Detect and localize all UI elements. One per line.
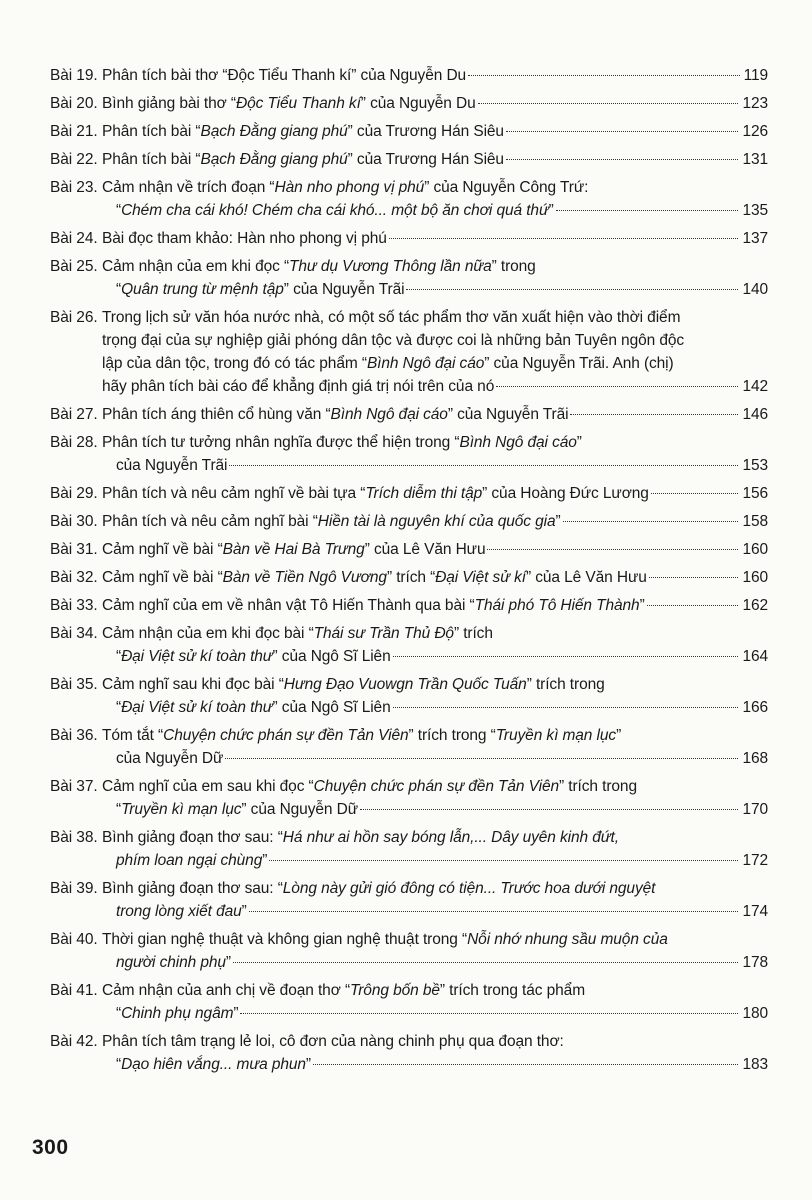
title-text: ” trích trong tác phẩm xyxy=(439,982,586,999)
title-text: trọng đại của sự nghiệp giải phóng dân tộc và được coi là những bản Tuyên ngôn độc xyxy=(102,332,685,349)
toc-page-ref: 156 xyxy=(742,485,768,502)
toc-entry-number: Bài 28. xyxy=(50,434,98,451)
italic-title-text: Quân trung từ mệnh tập xyxy=(121,281,284,298)
toc-page-ref: 137 xyxy=(742,230,768,247)
toc-page-ref: 180 xyxy=(742,1005,768,1022)
toc-entry-line xyxy=(102,120,768,143)
toc-entry-line xyxy=(102,64,768,87)
italic-title-text: Bình Ngô đại cáo xyxy=(366,355,485,372)
title-text: của Nguyễn Trãi xyxy=(116,457,228,474)
toc-page-ref: 142 xyxy=(742,378,768,395)
toc-entry xyxy=(50,979,768,1025)
toc-entry-line xyxy=(102,849,768,872)
title-text: Bình giảng đoạn thơ sau: “ xyxy=(102,880,283,897)
toc-entry-line xyxy=(102,826,768,849)
title-text: Cảm nhận của em khi đọc bài “ xyxy=(102,625,314,642)
title-text: ” của Nguyễn Du xyxy=(360,95,476,112)
toc-entry-line xyxy=(102,1002,768,1025)
italic-title-text: Đại Việt sử kí xyxy=(435,569,526,586)
title-text: ” của Ngô Sĩ Liên xyxy=(272,699,391,716)
title-text: ” của Trương Hán Siêu xyxy=(347,151,504,168)
title-text: ” của Lê Văn Hưu xyxy=(525,569,647,586)
toc-entry-line xyxy=(102,900,768,923)
dot-leader xyxy=(269,860,738,861)
toc-entry xyxy=(50,1030,768,1076)
dot-leader xyxy=(506,131,738,132)
toc-entry-line xyxy=(102,227,768,250)
italic-title-text: Đại Việt sử kí toàn thư xyxy=(121,699,273,716)
title-text: ” của Nguyễn Trãi. Anh (chị) xyxy=(484,355,674,372)
dot-leader xyxy=(240,1013,738,1014)
dot-leader xyxy=(393,656,739,657)
title-text: Phân tích bài “ xyxy=(102,151,201,168)
toc-entry xyxy=(50,928,768,974)
toc-entry-number: Bài 22. xyxy=(50,151,98,168)
dot-leader xyxy=(233,962,738,963)
title-text: Cảm nhận của em khi đọc “ xyxy=(102,258,290,275)
title-text: ” của Ngô Sĩ Liên xyxy=(272,648,391,665)
italic-title-text: Thư dụ Vương Thông lần nữa xyxy=(289,258,492,275)
toc-entry-line xyxy=(102,622,768,645)
title-text: Phân tích bài thơ “Độc Tiểu Thanh kí” của Nguyễn Du xyxy=(102,67,467,84)
title-text: ” xyxy=(576,434,582,451)
italic-title-text: phím loan ngại chùng xyxy=(116,852,263,869)
dot-leader xyxy=(393,707,739,708)
toc-entry-title xyxy=(102,775,768,821)
toc-entry-line xyxy=(102,724,768,747)
toc-entry-line xyxy=(102,148,768,171)
toc-entry-line xyxy=(102,538,768,561)
toc-entry-title xyxy=(102,306,768,398)
title-text: ” của Nguyễn Công Trứ: xyxy=(424,179,589,196)
toc-entry-line xyxy=(102,696,768,719)
toc-entry xyxy=(50,176,768,222)
toc-page-ref: 178 xyxy=(742,954,768,971)
toc-entry xyxy=(50,431,768,477)
italic-title-text: Hưng Đạo Vuowgn Trần Quốc Tuấn xyxy=(283,676,527,693)
toc-entry-number: Bài 35. xyxy=(50,676,98,693)
title-text: “ xyxy=(116,281,122,298)
toc-page-ref: 168 xyxy=(742,750,768,767)
toc-entry-number: Bài 26. xyxy=(50,309,98,326)
title-text: Cảm nghĩ của em sau khi đọc “ xyxy=(102,778,314,795)
dot-leader xyxy=(225,758,738,759)
title-text: ” xyxy=(639,597,645,614)
toc-entry-line xyxy=(102,431,768,454)
toc-entry-number: Bài 38. xyxy=(50,829,98,846)
toc-entry-line xyxy=(102,951,768,974)
italic-title-text: Hàn nho phong vị phú xyxy=(274,179,425,196)
toc-page-ref: 153 xyxy=(742,457,768,474)
italic-title-text: Chinh phụ ngâm xyxy=(121,1005,234,1022)
title-text: lập của dân tộc, trong đó có tác phẩm “ xyxy=(102,355,367,372)
italic-title-text: Trông bốn bề xyxy=(350,982,440,999)
toc-entry-line xyxy=(102,199,768,222)
toc-page-ref: 160 xyxy=(742,569,768,586)
title-text: ” trích trong xyxy=(526,676,605,693)
toc-entry xyxy=(50,148,768,171)
dot-leader xyxy=(647,605,739,606)
toc-entry-title xyxy=(102,64,768,87)
title-text: ” của Nguyễn Trãi xyxy=(447,406,569,423)
title-text: Bài đọc tham khảo: Hàn nho phong vị phú xyxy=(102,230,387,247)
toc-entry-number: Bài 34. xyxy=(50,625,98,642)
title-text: ” của Nguyễn Trãi xyxy=(283,281,405,298)
title-text: ” xyxy=(262,852,268,869)
toc-entry-number: Bài 30. xyxy=(50,513,98,530)
title-text: Cảm nghĩ sau khi đọc bài “ xyxy=(102,676,284,693)
title-text: hãy phân tích bài cáo để khẳng định giá trị nói trên của nó xyxy=(102,378,495,395)
toc-page-ref: 119 xyxy=(743,67,768,84)
toc-entry-line xyxy=(102,1053,768,1076)
title-text: ” trích trong “ xyxy=(408,727,496,744)
toc-entry-title xyxy=(102,431,768,477)
toc-entry-line xyxy=(102,352,768,375)
italic-title-text: Bạch Đằng giang phú xyxy=(200,151,348,168)
toc-entry-line xyxy=(102,176,768,199)
toc-page-ref: 146 xyxy=(742,406,768,423)
toc-entry-title xyxy=(102,148,768,171)
toc-page-ref: 166 xyxy=(742,699,768,716)
toc-entry-number: Bài 27. xyxy=(50,406,98,423)
toc-entry-title xyxy=(102,1030,768,1076)
toc-entry-title xyxy=(102,566,768,589)
toc-entry-number: Bài 40. xyxy=(50,931,98,948)
title-text: “ xyxy=(116,699,122,716)
toc-entry xyxy=(50,306,768,398)
toc-entry-line xyxy=(102,928,768,951)
toc-entry-number: Bài 23. xyxy=(50,179,98,196)
title-text: Bình giảng bài thơ “ xyxy=(102,95,236,112)
italic-title-text: Bạch Đằng giang phú xyxy=(200,123,348,140)
italic-title-text: Bình Ngô đại cáo xyxy=(330,406,448,423)
toc-entry-line xyxy=(102,1030,768,1053)
toc-entry-line xyxy=(102,454,768,477)
toc-entry-title xyxy=(102,673,768,719)
table-of-contents xyxy=(50,64,768,1081)
toc-entry-title xyxy=(102,482,768,505)
title-text: ” xyxy=(241,903,247,920)
toc-entry-line xyxy=(102,673,768,696)
title-text: Tóm tắt “ xyxy=(102,727,164,744)
italic-title-text: Chém cha cái khó! Chém cha cái khó... một bộ ăn chơi quá thứ xyxy=(121,202,549,219)
toc-entry-title xyxy=(102,594,768,617)
italic-title-text: Nỗi nhớ nhung sầu muộn của xyxy=(467,931,668,948)
dot-leader xyxy=(389,238,739,239)
toc-entry-line xyxy=(102,798,768,821)
title-text: “ xyxy=(116,1005,122,1022)
italic-title-text: Trích diễm thi tập xyxy=(365,485,483,502)
dot-leader xyxy=(506,159,738,160)
toc-entry xyxy=(50,120,768,143)
toc-entry xyxy=(50,566,768,589)
italic-title-text: Truyền kì mạn lục xyxy=(121,801,242,818)
toc-entry-line xyxy=(102,278,768,301)
italic-title-text: Lòng này gửi gió đông có tiện... Trước hoa dưới nguyệt xyxy=(282,880,656,897)
toc-entry xyxy=(50,510,768,533)
toc-entry xyxy=(50,673,768,719)
toc-page-ref: 126 xyxy=(742,123,768,140)
italic-title-text: Chuyện chức phán sự đền Tản Viên xyxy=(163,727,409,744)
italic-title-text: Độc Tiểu Thanh kí xyxy=(235,95,361,112)
title-text: ” trong xyxy=(491,258,536,275)
toc-entry-title xyxy=(102,176,768,222)
italic-title-text: Hiền tài là nguyên khí của quốc gia xyxy=(317,513,556,530)
title-text: ” xyxy=(233,1005,239,1022)
page-number: 300 xyxy=(32,1136,69,1159)
dot-leader xyxy=(406,289,738,290)
title-text: ” xyxy=(616,727,622,744)
italic-title-text: Thái phó Tô Hiến Thành xyxy=(474,597,640,614)
toc-entry-number: Bài 33. xyxy=(50,597,98,614)
title-text: ” xyxy=(305,1056,311,1073)
title-text: của Nguyễn Dữ xyxy=(116,750,224,767)
title-text: ” của Lê Văn Hưu xyxy=(364,541,486,558)
italic-title-text: Bình Ngô đại cáo xyxy=(459,434,577,451)
toc-entry-line xyxy=(102,877,768,900)
title-text: ” trích xyxy=(453,625,493,642)
toc-entry-number: Bài 31. xyxy=(50,541,98,558)
toc-entry-line xyxy=(102,255,768,278)
toc-entry-line xyxy=(102,775,768,798)
toc-entry-line xyxy=(102,594,768,617)
italic-title-text: Bàn về Hai Bà Trưng xyxy=(222,541,365,558)
title-text: Phân tích áng thiên cổ hùng văn “ xyxy=(102,406,331,423)
toc-entry-number: Bài 29. xyxy=(50,485,98,502)
title-text: Cảm nghĩ về bài “ xyxy=(102,569,223,586)
toc-entry-line xyxy=(102,566,768,589)
toc-entry xyxy=(50,826,768,872)
dot-leader xyxy=(468,75,740,76)
title-text: Phân tích và nêu cảm nghĩ về bài tựa “ xyxy=(102,485,366,502)
title-text: ” của Hoàng Đức Lương xyxy=(482,485,649,502)
toc-entry-number: Bài 19. xyxy=(50,67,98,84)
title-text: ” xyxy=(555,513,561,530)
toc-entry-line xyxy=(102,375,768,398)
title-text: Cảm nhận về trích đoạn “ xyxy=(102,179,275,196)
toc-page-ref: 162 xyxy=(742,597,768,614)
toc-page-ref: 160 xyxy=(742,541,768,558)
toc-entry xyxy=(50,227,768,250)
toc-entry-number: Bài 36. xyxy=(50,727,98,744)
title-text: “ xyxy=(116,648,122,665)
toc-page-ref: 172 xyxy=(742,852,768,869)
toc-entry-title xyxy=(102,403,768,426)
toc-entry-title xyxy=(102,877,768,923)
toc-entry xyxy=(50,622,768,668)
italic-title-text: Thái sư Trần Thủ Độ xyxy=(313,625,454,642)
toc-entry xyxy=(50,255,768,301)
dot-leader xyxy=(496,386,738,387)
toc-entry-line xyxy=(102,747,768,770)
title-text: “ xyxy=(116,801,122,818)
toc-entry-line xyxy=(102,92,768,115)
toc-entry-number: Bài 42. xyxy=(50,1033,98,1050)
title-text: Cảm nghĩ của em về nhân vật Tô Hiến Thành qua bài “ xyxy=(102,597,475,614)
title-text: “ xyxy=(116,202,122,219)
dot-leader xyxy=(360,809,738,810)
toc-entry-title xyxy=(102,622,768,668)
dot-leader xyxy=(649,577,739,578)
title-text: Phân tích bài “ xyxy=(102,123,201,140)
toc-entry xyxy=(50,64,768,87)
toc-entry-number: Bài 32. xyxy=(50,569,98,586)
toc-page-ref: 131 xyxy=(742,151,768,168)
toc-page-ref: 170 xyxy=(742,801,768,818)
title-text: ” của Trương Hán Siêu xyxy=(347,123,504,140)
toc-entry-number: Bài 24. xyxy=(50,230,98,247)
toc-entry-number: Bài 21. xyxy=(50,123,98,140)
dot-leader xyxy=(563,521,739,522)
toc-entry-line xyxy=(102,645,768,668)
title-text: ” của Nguyễn Dữ xyxy=(241,801,358,818)
dot-leader xyxy=(313,1064,738,1065)
toc-entry xyxy=(50,775,768,821)
toc-entry xyxy=(50,724,768,770)
italic-title-text: Truyền kì mạn lục xyxy=(495,727,617,744)
toc-entry xyxy=(50,403,768,426)
title-text: Phân tích tâm trạng lẻ loi, cô đơn của nàng chinh phụ qua đoạn thơ: xyxy=(102,1033,564,1050)
toc-entry-line xyxy=(102,403,768,426)
toc-entry-number: Bài 39. xyxy=(50,880,98,897)
toc-entry-title xyxy=(102,928,768,974)
toc-entry xyxy=(50,538,768,561)
italic-title-text: Đại Việt sử kí toàn thư xyxy=(121,648,273,665)
toc-entry-title xyxy=(102,724,768,770)
italic-title-text: Há như ai hồn say bóng lẫn,... Dây uyên kinh đứt, xyxy=(282,829,619,846)
title-text: “ xyxy=(116,1056,122,1073)
toc-entry-title xyxy=(102,255,768,301)
title-text: Trong lịch sử văn hóa nước nhà, có một số tác phẩm thơ văn xuất hiện vào thời điểm xyxy=(102,309,681,326)
toc-page-ref: 135 xyxy=(742,202,768,219)
toc-entry xyxy=(50,594,768,617)
title-text: ” xyxy=(225,954,231,971)
title-text: Thời gian nghệ thuật và không gian nghệ thuật trong “ xyxy=(102,931,468,948)
title-text: Cảm nhận của anh chị về đoạn thơ “ xyxy=(102,982,351,999)
toc-entry xyxy=(50,877,768,923)
title-text: Phân tích tư tưởng nhân nghĩa được thể hiện trong “ xyxy=(102,434,460,451)
toc-entry-number: Bài 20. xyxy=(50,95,98,112)
toc-entry-title xyxy=(102,227,768,250)
toc-entry-number: Bài 25. xyxy=(50,258,98,275)
title-text: Cảm nghĩ về bài “ xyxy=(102,541,223,558)
toc-entry-title xyxy=(102,510,768,533)
toc-entry-number: Bài 41. xyxy=(50,982,98,999)
toc-page-ref: 140 xyxy=(742,281,768,298)
title-text: ” xyxy=(548,202,554,219)
toc-page-ref: 174 xyxy=(742,903,768,920)
toc-entry-title xyxy=(102,826,768,872)
italic-title-text: Dạo hiên vắng... mưa phun xyxy=(121,1056,306,1073)
dot-leader xyxy=(478,103,739,104)
toc-entry-line xyxy=(102,510,768,533)
toc-entry-line xyxy=(102,979,768,1002)
italic-title-text: người chinh phụ xyxy=(116,954,226,971)
italic-title-text: Bàn về Tiền Ngô Vương xyxy=(222,569,387,586)
dot-leader xyxy=(249,911,739,912)
italic-title-text: Chuyện chức phán sự đền Tản Viên xyxy=(313,778,560,795)
toc-page-ref: 158 xyxy=(742,513,768,530)
dot-leader xyxy=(229,465,738,466)
toc-entry-number: Bài 37. xyxy=(50,778,98,795)
dot-leader xyxy=(570,414,738,415)
title-text: Bình giảng đoạn thơ sau: “ xyxy=(102,829,283,846)
dot-leader xyxy=(487,549,738,550)
toc-entry-title xyxy=(102,92,768,115)
toc-entry xyxy=(50,92,768,115)
toc-entry-title xyxy=(102,120,768,143)
title-text: ” trích trong xyxy=(559,778,637,795)
title-text: Phân tích và nêu cảm nghĩ bài “ xyxy=(102,513,318,530)
title-text: ” trích “ xyxy=(386,569,436,586)
toc-page-ref: 164 xyxy=(742,648,768,665)
toc-page-ref: 123 xyxy=(742,95,768,112)
dot-leader xyxy=(651,493,739,494)
toc-entry-title xyxy=(102,979,768,1025)
toc-entry-line xyxy=(102,306,768,329)
toc-page-ref: 183 xyxy=(742,1056,768,1073)
toc-entry-line xyxy=(102,482,768,505)
toc-entry-line xyxy=(102,329,768,352)
toc-entry xyxy=(50,482,768,505)
toc-entry-title xyxy=(102,538,768,561)
dot-leader xyxy=(556,210,739,211)
italic-title-text: trong lòng xiết đau xyxy=(116,903,242,920)
